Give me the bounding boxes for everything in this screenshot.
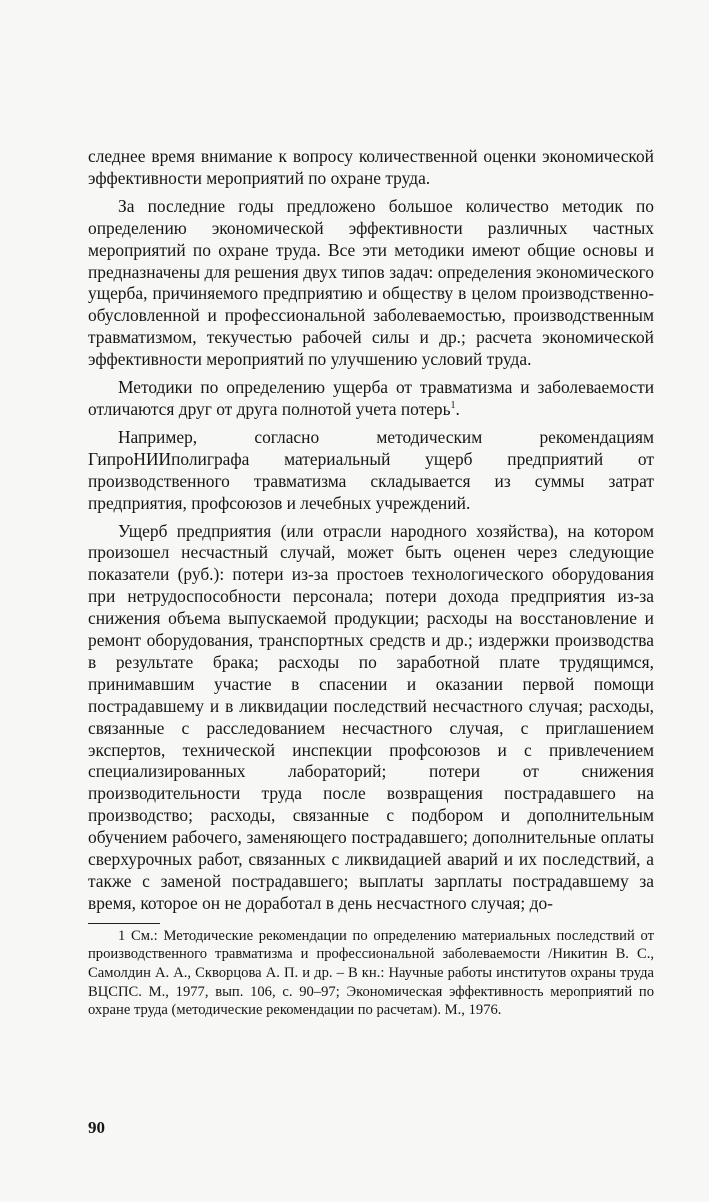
footnote bbox=[88, 927, 654, 1020]
footnote-reference: 1 bbox=[450, 400, 456, 412]
paragraph-3-tail: . bbox=[455, 398, 460, 419]
paragraph-5: Ущерб предприятия (или отрасли народного хозяйства), на котором произошел несчастный случай, может быть оценен через следующие показатели (руб.): потери из-за простоев технологического оборудования при нетрудоспособности персонала; потери дохода предприятия из-за снижения объема выпускаемой продукции; расходы на восстановление и ремонт оборудования, транспортных средств и др.; издержки производства в результате брака; расходы по заработной плате трудящимся, принимавшим участие в спасении и оказании первой помощи пострадавшему и в ликвидации последствий несчастного случая; расходы, связанные с расследованием несчастного случая, с приглашением экспертов, технической инспекции профсоюзов и с привлечением специализированных лабораторий; потери от снижения производительности труда после возвращения пострадавшего на производство; расходы, связанные с подбором и дополнительным обучением рабочего, заменяющего пострадавшего; дополнительные оплаты сверхурочных работ, связанных с ликвидацией аварий и их последствий, а также с заменой пострадавшего; выплаты зарплаты пострадавшему за время, которое он не доработал в день несчастного случая; до- bbox=[88, 520, 654, 913]
paragraph-4: Например, согласно методическим рекомендациям ГипроНИИполиграфа материальный ущерб предприятий от производственного травматизма складывается из суммы затрат предприятия, профсоюзов и лечебных учреждений. bbox=[88, 426, 654, 513]
footnote-mark: 1 bbox=[118, 927, 126, 944]
page-body bbox=[88, 146, 654, 1020]
paragraph-1: следнее время внимание к вопросу количественной оценки экономической эффективности мероприятий по охране труда. bbox=[88, 146, 654, 188]
footnote-text: См.: Методические рекомендации по определению материальных последствий от производственного травматизма и профессиональной заболеваемости /Никитин В. С., Самолдин А. А., Скворцова А. П. и др. – В кн.: Научные работы институтов охраны труда ВЦСПС. М., 1977, вып. 106, с. 90–97; Экономическая эффективность мероприятий по охране труда (методические рекомендации по расчетам). М., 1976. bbox=[88, 927, 654, 1019]
paragraph-3-text: Методики по определению ущерба от травматизма и заболеваемости отличаются друг от друга полнотой учета потерь bbox=[88, 377, 654, 419]
paragraph-3 bbox=[88, 377, 654, 421]
footnote-divider bbox=[88, 923, 160, 924]
paragraph-2: За последние годы предложено большое количество методик по определению экономической эффективности различных частных мероприятий по охране труда. Все эти методики имеют общие основы и предназначены для решения двух типов задач: определения экономического ущерба, причиняемого предприятию и обществу в целом производственно-обусловленной и профессиональной заболеваемостью, производственным травматизмом, текучестью рабочей силы и др.; расчета экономической эффективности мероприятий по улучшению условий труда. bbox=[88, 195, 654, 370]
page-number: 90 bbox=[88, 1118, 105, 1137]
